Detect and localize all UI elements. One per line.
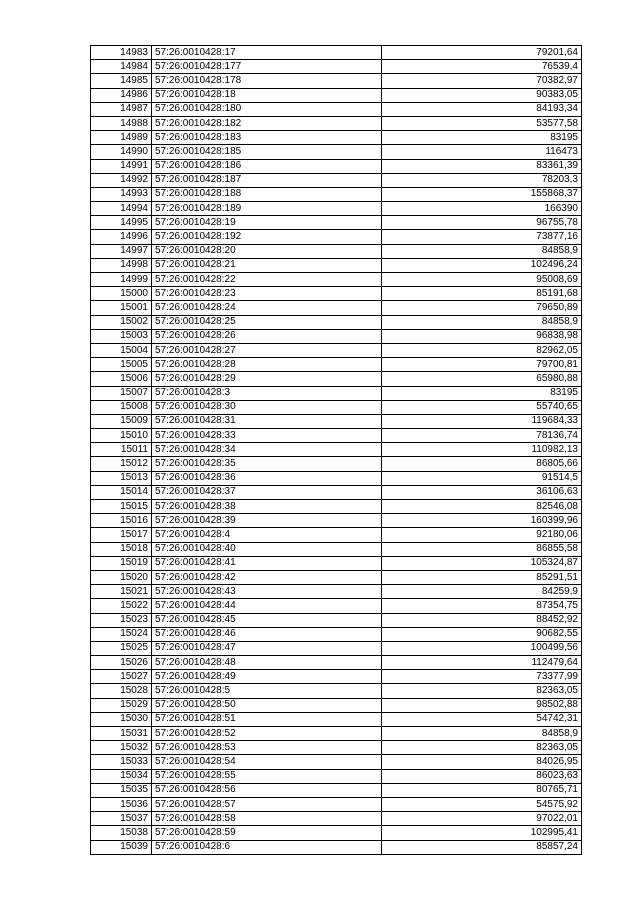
table-row: [91, 670, 582, 684]
row-number-cell: 14988: [91, 116, 152, 130]
cadastral-value-cell: 54742,31: [382, 712, 582, 726]
cadastral-number-cell: 57:26:0010428:54: [152, 755, 382, 769]
cadastral-number-cell: 57:26:0010428:178: [152, 74, 382, 88]
row-number-cell: 15017: [91, 528, 152, 542]
cadastral-value-cell: 90682,55: [382, 627, 582, 641]
cadastral-value-cell: 102995,41: [382, 826, 582, 840]
cadastral-value-cell: 83195: [382, 131, 582, 145]
row-number-cell: 14983: [91, 46, 152, 60]
table-row: [91, 528, 582, 542]
table-row: [91, 358, 582, 372]
table-row: [91, 131, 582, 145]
row-number-cell: 15016: [91, 514, 152, 528]
table-row: [91, 570, 582, 584]
table-row: [91, 542, 582, 556]
table-row: [91, 372, 582, 386]
row-number-cell: 15032: [91, 741, 152, 755]
table-row: [91, 187, 582, 201]
cadastral-value-cell: 110982,13: [382, 443, 582, 457]
table-row: [91, 641, 582, 655]
row-number-cell: 14999: [91, 273, 152, 287]
cadastral-value-cell: 116473: [382, 145, 582, 159]
cadastral-number-cell: 57:26:0010428:3: [152, 386, 382, 400]
cadastral-number-cell: 57:26:0010428:180: [152, 102, 382, 116]
cadastral-value-cell: 84858,9: [382, 727, 582, 741]
table-row: [91, 329, 582, 343]
cadastral-value-cell: 119684,33: [382, 414, 582, 428]
cadastral-number-cell: 57:26:0010428:188: [152, 187, 382, 201]
row-number-cell: 14990: [91, 145, 152, 159]
row-number-cell: 15010: [91, 429, 152, 443]
cadastral-value-cell: 91514,5: [382, 471, 582, 485]
cadastral-value-cell: 78203,3: [382, 173, 582, 187]
cadastral-number-cell: 57:26:0010428:192: [152, 230, 382, 244]
table-row: [91, 173, 582, 187]
cadastral-value-cell: 95008,69: [382, 273, 582, 287]
row-number-cell: 14986: [91, 88, 152, 102]
cadastral-number-cell: 57:26:0010428:57: [152, 797, 382, 811]
cadastral-value-cell: 85291,51: [382, 570, 582, 584]
cadastral-value-cell: 80765,71: [382, 783, 582, 797]
row-number-cell: 15004: [91, 343, 152, 357]
table-row: [91, 514, 582, 528]
cadastral-number-cell: 57:26:0010428:37: [152, 485, 382, 499]
table-row: [91, 769, 582, 783]
cadastral-number-cell: 57:26:0010428:186: [152, 159, 382, 173]
cadastral-value-cell: 90383,05: [382, 88, 582, 102]
row-number-cell: 15011: [91, 443, 152, 457]
cadastral-number-cell: 57:26:0010428:34: [152, 443, 382, 457]
table-row: [91, 684, 582, 698]
cadastral-value-cell: 155868,37: [382, 187, 582, 201]
cadastral-number-cell: 57:26:0010428:182: [152, 116, 382, 130]
cadastral-number-cell: 57:26:0010428:39: [152, 514, 382, 528]
row-number-cell: 15026: [91, 656, 152, 670]
cadastral-number-cell: 57:26:0010428:59: [152, 826, 382, 840]
cadastral-value-cell: 84259,9: [382, 585, 582, 599]
row-number-cell: 15020: [91, 570, 152, 584]
cadastral-number-cell: 57:26:0010428:28: [152, 358, 382, 372]
cadastral-number-cell: 57:26:0010428:44: [152, 599, 382, 613]
table-row: [91, 727, 582, 741]
row-number-cell: 15000: [91, 287, 152, 301]
row-number-cell: 15027: [91, 670, 152, 684]
row-number-cell: 14994: [91, 202, 152, 216]
cadastral-value-cell: 73877,16: [382, 230, 582, 244]
cadastral-value-cell: 82363,05: [382, 741, 582, 755]
row-number-cell: 15002: [91, 315, 152, 329]
table-row: [91, 783, 582, 797]
row-number-cell: 14991: [91, 159, 152, 173]
cadastral-value-cell: 78136,74: [382, 429, 582, 443]
row-number-cell: 14996: [91, 230, 152, 244]
cadastral-number-cell: 57:26:0010428:52: [152, 727, 382, 741]
cadastral-number-cell: 57:26:0010428:40: [152, 542, 382, 556]
row-number-cell: 15012: [91, 457, 152, 471]
cadastral-value-table: [90, 45, 582, 855]
cadastral-value-cell: 160399,96: [382, 514, 582, 528]
row-number-cell: 15013: [91, 471, 152, 485]
row-number-cell: 15028: [91, 684, 152, 698]
cadastral-number-cell: 57:26:0010428:22: [152, 273, 382, 287]
table-row: [91, 840, 582, 854]
table-row: [91, 627, 582, 641]
cadastral-number-cell: 57:26:0010428:56: [152, 783, 382, 797]
cadastral-value-cell: 55740,65: [382, 400, 582, 414]
cadastral-value-cell: 86805,66: [382, 457, 582, 471]
row-number-cell: 14997: [91, 244, 152, 258]
cadastral-value-cell: 82962,05: [382, 343, 582, 357]
cadastral-value-cell: 92180,06: [382, 528, 582, 542]
table-row: [91, 258, 582, 272]
cadastral-value-cell: 85191,68: [382, 287, 582, 301]
table-row: [91, 60, 582, 74]
cadastral-number-cell: 57:26:0010428:53: [152, 741, 382, 755]
row-number-cell: 15024: [91, 627, 152, 641]
row-number-cell: 15003: [91, 329, 152, 343]
cadastral-number-cell: 57:26:0010428:21: [152, 258, 382, 272]
cadastral-number-cell: 57:26:0010428:19: [152, 216, 382, 230]
row-number-cell: 15009: [91, 414, 152, 428]
table-row: [91, 414, 582, 428]
row-number-cell: 15023: [91, 613, 152, 627]
cadastral-value-cell: 82546,08: [382, 500, 582, 514]
table-row: [91, 656, 582, 670]
cadastral-number-cell: 57:26:0010428:24: [152, 301, 382, 315]
cadastral-value-cell: 97022,01: [382, 812, 582, 826]
cadastral-number-cell: 57:26:0010428:42: [152, 570, 382, 584]
cadastral-number-cell: 57:26:0010428:23: [152, 287, 382, 301]
row-number-cell: 15001: [91, 301, 152, 315]
cadastral-number-cell: 57:26:0010428:6: [152, 840, 382, 854]
cadastral-value-cell: 86023,63: [382, 769, 582, 783]
cadastral-number-cell: 57:26:0010428:20: [152, 244, 382, 258]
cadastral-value-cell: 79700,81: [382, 358, 582, 372]
cadastral-number-cell: 57:26:0010428:189: [152, 202, 382, 216]
cadastral-value-cell: 86855,58: [382, 542, 582, 556]
cadastral-number-cell: 57:26:0010428:187: [152, 173, 382, 187]
table-row: [91, 216, 582, 230]
table-row: [91, 471, 582, 485]
cadastral-number-cell: 57:26:0010428:18: [152, 88, 382, 102]
cadastral-number-cell: 57:26:0010428:58: [152, 812, 382, 826]
table-row: [91, 712, 582, 726]
table-row: [91, 74, 582, 88]
cadastral-value-cell: 70382,97: [382, 74, 582, 88]
row-number-cell: 15008: [91, 400, 152, 414]
cadastral-number-cell: 57:26:0010428:48: [152, 656, 382, 670]
row-number-cell: 14984: [91, 60, 152, 74]
row-number-cell: 15015: [91, 500, 152, 514]
cadastral-number-cell: 57:26:0010428:47: [152, 641, 382, 655]
cadastral-value-cell: 84026,95: [382, 755, 582, 769]
cadastral-value-cell: 96755,78: [382, 216, 582, 230]
row-number-cell: 14989: [91, 131, 152, 145]
cadastral-number-cell: 57:26:0010428:185: [152, 145, 382, 159]
table-row: [91, 599, 582, 613]
row-number-cell: 15034: [91, 769, 152, 783]
table-row: [91, 102, 582, 116]
row-number-cell: 14993: [91, 187, 152, 201]
row-number-cell: 14987: [91, 102, 152, 116]
cadastral-number-cell: 57:26:0010428:183: [152, 131, 382, 145]
cadastral-number-cell: 57:26:0010428:41: [152, 556, 382, 570]
table-row: [91, 116, 582, 130]
row-number-cell: 14985: [91, 74, 152, 88]
row-number-cell: 15030: [91, 712, 152, 726]
cadastral-number-cell: 57:26:0010428:30: [152, 400, 382, 414]
row-number-cell: 15007: [91, 386, 152, 400]
cadastral-number-cell: 57:26:0010428:35: [152, 457, 382, 471]
cadastral-value-cell: 96838,98: [382, 329, 582, 343]
table-row: [91, 826, 582, 840]
row-number-cell: 15038: [91, 826, 152, 840]
cadastral-number-cell: 57:26:0010428:5: [152, 684, 382, 698]
cadastral-value-cell: 73377,99: [382, 670, 582, 684]
row-number-cell: 15037: [91, 812, 152, 826]
row-number-cell: 14998: [91, 258, 152, 272]
table-row: [91, 429, 582, 443]
cadastral-value-cell: 88452,92: [382, 613, 582, 627]
cadastral-number-cell: 57:26:0010428:31: [152, 414, 382, 428]
table-row: [91, 202, 582, 216]
table-row: [91, 400, 582, 414]
cadastral-number-cell: 57:26:0010428:17: [152, 46, 382, 60]
table-row: [91, 556, 582, 570]
row-number-cell: 15025: [91, 641, 152, 655]
table-body: [91, 46, 582, 855]
row-number-cell: 15036: [91, 797, 152, 811]
table-row: [91, 755, 582, 769]
row-number-cell: 15022: [91, 599, 152, 613]
cadastral-number-cell: 57:26:0010428:45: [152, 613, 382, 627]
table-row: [91, 386, 582, 400]
cadastral-value-cell: 65980,88: [382, 372, 582, 386]
row-number-cell: 14992: [91, 173, 152, 187]
cadastral-value-cell: 79650,89: [382, 301, 582, 315]
cadastral-value-cell: 85857,24: [382, 840, 582, 854]
table-row: [91, 343, 582, 357]
cadastral-number-cell: 57:26:0010428:38: [152, 500, 382, 514]
table-row: [91, 145, 582, 159]
table-row: [91, 485, 582, 499]
cadastral-value-cell: 98502,88: [382, 698, 582, 712]
cadastral-value-cell: 102496,24: [382, 258, 582, 272]
cadastral-number-cell: 57:26:0010428:46: [152, 627, 382, 641]
cadastral-number-cell: 57:26:0010428:49: [152, 670, 382, 684]
cadastral-number-cell: 57:26:0010428:4: [152, 528, 382, 542]
row-number-cell: 15033: [91, 755, 152, 769]
table-row: [91, 301, 582, 315]
table-row: [91, 457, 582, 471]
table-row: [91, 315, 582, 329]
table-row: [91, 500, 582, 514]
row-number-cell: 15018: [91, 542, 152, 556]
row-number-cell: 15039: [91, 840, 152, 854]
cadastral-number-cell: 57:26:0010428:177: [152, 60, 382, 74]
cadastral-value-cell: 166390: [382, 202, 582, 216]
row-number-cell: 15021: [91, 585, 152, 599]
cadastral-value-cell: 76539,4: [382, 60, 582, 74]
table-row: [91, 797, 582, 811]
cadastral-value-cell: 83361,39: [382, 159, 582, 173]
cadastral-value-cell: 84193,34: [382, 102, 582, 116]
table-row: [91, 159, 582, 173]
table-row: [91, 287, 582, 301]
cadastral-value-cell: 105324,87: [382, 556, 582, 570]
table-row: [91, 741, 582, 755]
cadastral-number-cell: 57:26:0010428:27: [152, 343, 382, 357]
cadastral-value-cell: 87354,75: [382, 599, 582, 613]
row-number-cell: 15035: [91, 783, 152, 797]
cadastral-number-cell: 57:26:0010428:25: [152, 315, 382, 329]
cadastral-value-cell: 112479,64: [382, 656, 582, 670]
cadastral-number-cell: 57:26:0010428:50: [152, 698, 382, 712]
cadastral-number-cell: 57:26:0010428:43: [152, 585, 382, 599]
cadastral-number-cell: 57:26:0010428:36: [152, 471, 382, 485]
cadastral-value-cell: 83195: [382, 386, 582, 400]
cadastral-value-cell: 53577,58: [382, 116, 582, 130]
row-number-cell: 15014: [91, 485, 152, 499]
table-row: [91, 244, 582, 258]
table-row: [91, 585, 582, 599]
cadastral-value-cell: 36106,63: [382, 485, 582, 499]
row-number-cell: 15029: [91, 698, 152, 712]
row-number-cell: 15019: [91, 556, 152, 570]
row-number-cell: 15005: [91, 358, 152, 372]
table-row: [91, 88, 582, 102]
cadastral-value-cell: 84858,9: [382, 244, 582, 258]
cadastral-value-cell: 54575,92: [382, 797, 582, 811]
cadastral-value-cell: 100499,56: [382, 641, 582, 655]
table-row: [91, 46, 582, 60]
cadastral-number-cell: 57:26:0010428:51: [152, 712, 382, 726]
cadastral-value-cell: 79201,64: [382, 46, 582, 60]
cadastral-value-cell: 84858,9: [382, 315, 582, 329]
table-row: [91, 273, 582, 287]
cadastral-number-cell: 57:26:0010428:29: [152, 372, 382, 386]
cadastral-number-cell: 57:26:0010428:26: [152, 329, 382, 343]
table-row: [91, 698, 582, 712]
row-number-cell: 15006: [91, 372, 152, 386]
table-row: [91, 812, 582, 826]
row-number-cell: 14995: [91, 216, 152, 230]
row-number-cell: 15031: [91, 727, 152, 741]
table-row: [91, 443, 582, 457]
cadastral-number-cell: 57:26:0010428:55: [152, 769, 382, 783]
cadastral-number-cell: 57:26:0010428:33: [152, 429, 382, 443]
cadastral-value-cell: 82363,05: [382, 684, 582, 698]
table-row: [91, 613, 582, 627]
table-row: [91, 230, 582, 244]
